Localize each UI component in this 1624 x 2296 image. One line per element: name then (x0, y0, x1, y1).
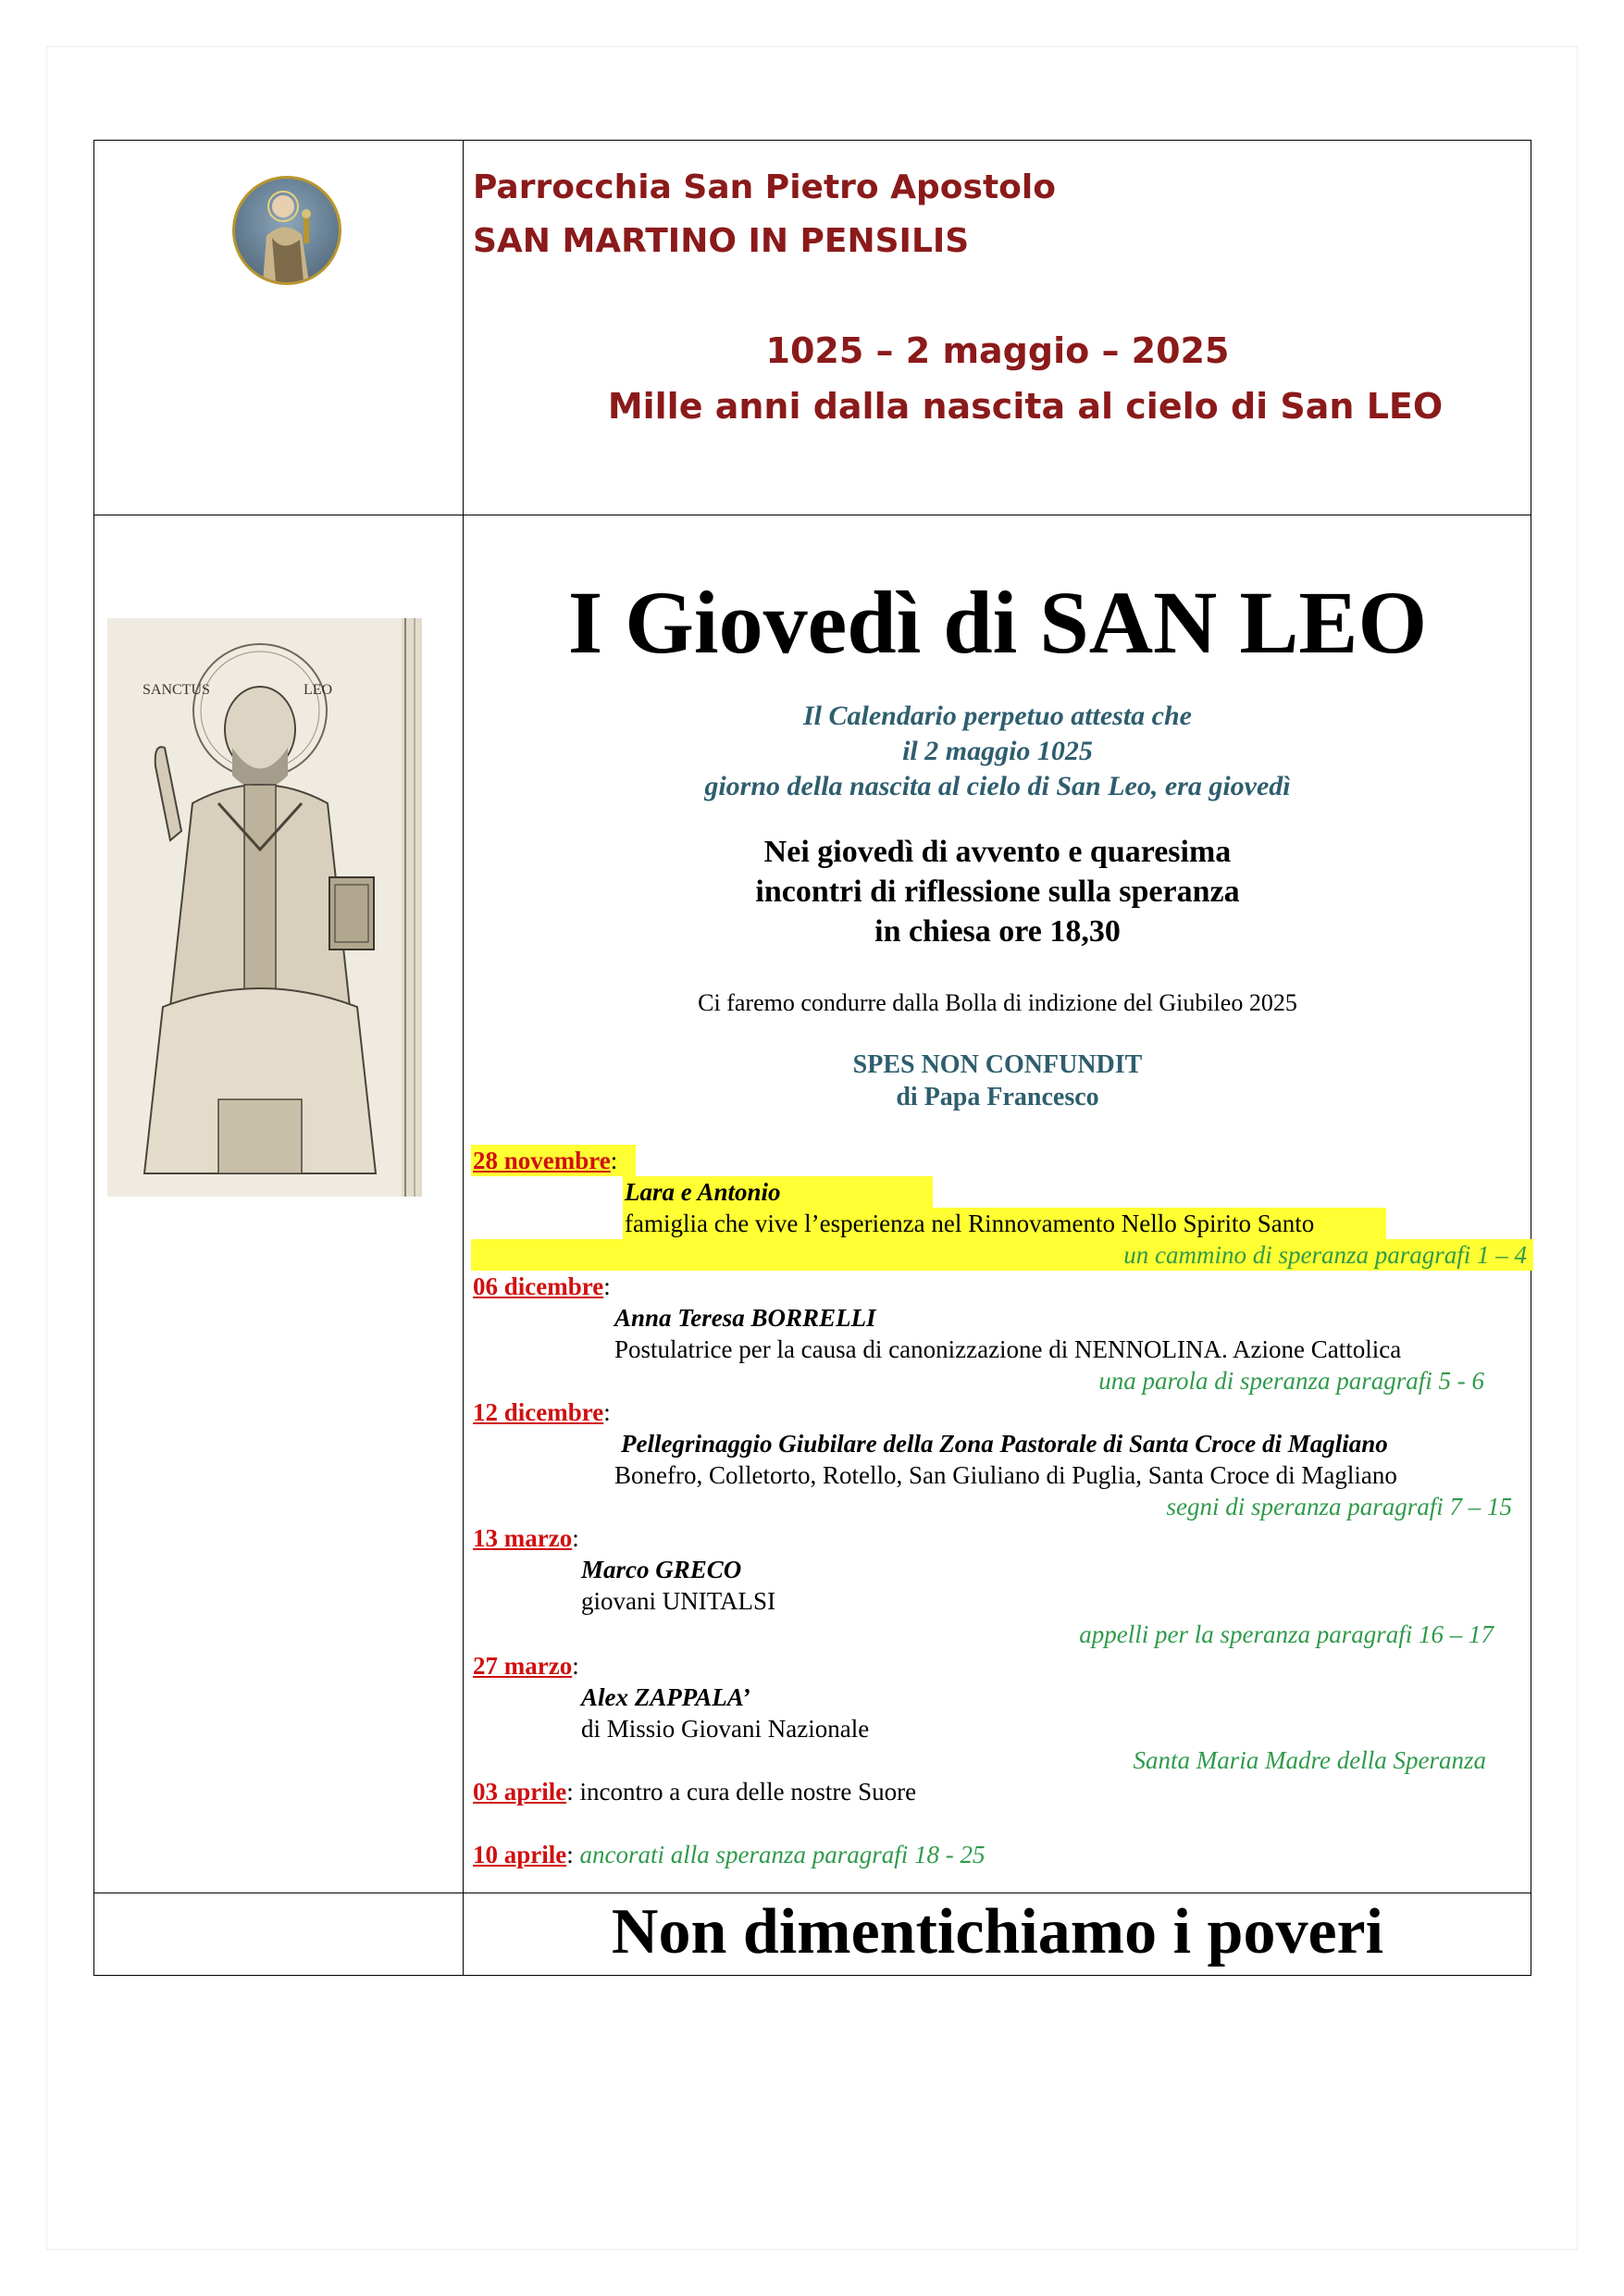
anniversary-subtitle: Mille anni dalla nascita al cielo di San LEO (607, 386, 1444, 427)
schedule-role-2: Postulatrice per la causa di canonizzazione di NENNOLINA. Azione Cattolica (614, 1335, 1402, 1363)
schedule-theme-3: segni di speranza paragrafi 7 – 15 (1166, 1493, 1512, 1520)
town-name: SAN MARTINO IN PENSILIS (473, 222, 970, 260)
engraving-label-left: SANCTUS (143, 682, 210, 698)
schedule-role-5: di Missio Giovani Nazionale (581, 1715, 870, 1743)
schedule-role-4: giovani UNITALSI (581, 1587, 776, 1615)
schedule-entry-6: 03 aprile: incontro a cura delle nostre Suore (473, 1778, 917, 1806)
san-leo-engraving (107, 618, 422, 1197)
schedule-theme-4: appelli per la speranza paragrafi 16 – 17 (1079, 1620, 1494, 1648)
parish-name: Parrocchia San Pietro Apostolo (473, 168, 1056, 206)
schedule-speaker-4: Marco GRECO (581, 1556, 742, 1583)
announce-line-2: incontri di riflessione sulla speranza (755, 875, 1240, 909)
schedule-date-3: 12 dicembre: (473, 1398, 611, 1426)
footer-title: Non dimentichiamo i poveri (611, 1896, 1384, 1967)
content-cell (464, 515, 1531, 1893)
bolla-author: di Papa Francesco (896, 1083, 1099, 1111)
announce-line-1: Nei giovedì di avvento e quaresima (763, 835, 1232, 869)
schedule-role-1: famiglia che vive l’esperienza nel Rinnovamento Nello Spirito Santo (625, 1210, 1315, 1237)
schedule-speaker-1: Lara e Antonio (625, 1178, 781, 1206)
schedule-speaker-3: Pellegrinaggio Giubilare della Zona Pastorale di Santa Croce di Magliano (621, 1430, 1388, 1458)
schedule-theme-2: una parola di speranza paragrafi 5 - 6 (1098, 1367, 1484, 1395)
schedule-theme-5: Santa Maria Madre della Speranza (1133, 1746, 1486, 1774)
intro-line-1: Il Calendario perpetuo attesta che (803, 701, 1192, 731)
intro-line-3: giorno della nascita al cielo di San Leo, era giovedì (704, 771, 1291, 801)
bolla-line: Ci faremo condurre dalla Bolla di indizione del Giubileo 2025 (698, 989, 1297, 1016)
schedule-role-3: Bonefro, Colletorto, Rotello, San Giuliano di Puglia, Santa Croce di Magliano (614, 1461, 1397, 1489)
schedule-date-1: 28 novembre: (473, 1147, 618, 1174)
schedule-speaker-2: Anna Teresa BORRELLI (614, 1304, 876, 1332)
announce-line-3: in chiesa ore 18,30 (874, 914, 1121, 949)
schedule-theme-1: un cammino di speranza paragrafi 1 – 4 (1123, 1241, 1527, 1269)
engraving-label-right: LEO (304, 682, 333, 698)
bolla-title: SPES NON CONFUNDIT (852, 1050, 1143, 1079)
saint-peter-medallion-icon (232, 176, 341, 285)
page-title: I Giovedì di SAN LEO (567, 573, 1428, 672)
footer-cell (464, 1893, 1531, 1976)
poster-table (93, 140, 1531, 1976)
logo-cell (94, 141, 464, 515)
schedule-speaker-5: Alex ZAPPALA’ (581, 1683, 750, 1711)
schedule-date-5: 27 marzo: (473, 1652, 579, 1680)
intro-line-2: il 2 maggio 1025 (902, 736, 1093, 766)
header-cell (464, 141, 1531, 515)
image-cell (94, 515, 464, 1893)
anniversary-dates: 1025 – 2 maggio – 2025 (765, 330, 1230, 371)
schedule-entry-7: 10 aprile: ancorati alla speranza paragrafi 18 - 25 (473, 1841, 986, 1868)
schedule-date-2: 06 dicembre: (473, 1272, 611, 1300)
footer-left-cell (94, 1893, 464, 1976)
schedule-date-4: 13 marzo: (473, 1524, 579, 1552)
